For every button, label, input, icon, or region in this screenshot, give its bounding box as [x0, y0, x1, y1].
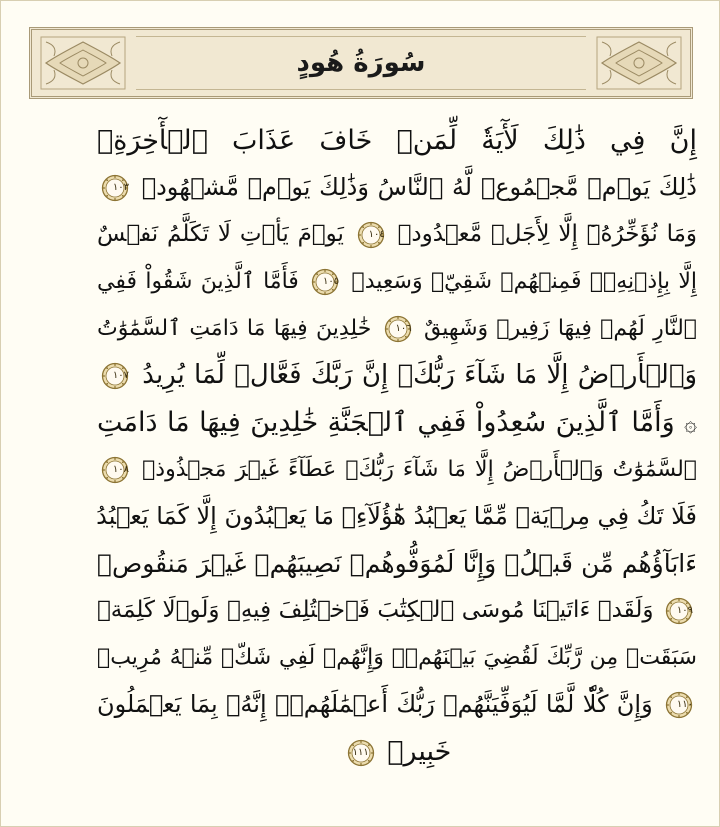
ayah-end-marker: [311, 268, 339, 296]
text-line: [97, 117, 697, 164]
text-line: [97, 446, 697, 493]
text-line: [97, 164, 697, 211]
text-line: [97, 305, 697, 352]
ayah-end-marker: [347, 739, 375, 767]
ayah-end-marker: [101, 174, 129, 202]
ayah-end-marker: [665, 691, 693, 719]
verse-text: ٱلنَّارِ لَهُمۡ فِيهَا زَفِيرٞ وَشَهِيقٌ: [423, 316, 698, 341]
verse-text: خَٰلِدِينَ فِيهَا مَا دَامَتِ ٱلسَّمَٰوَٰتُ: [97, 316, 372, 341]
rub-el-hizb-icon: ۞: [684, 412, 697, 437]
verse-text: وَإِنَّ كُلّٗا لَّمَّا لَيُوَفِّيَنَّهُمۡ رَبُّكَ أَعۡمَٰلَهُمۡۚ إِنَّهُۥ بِمَا يَعۡمَلُونَ: [97, 690, 653, 718]
verse-text: وَٱلۡأَرۡضُ إِلَّا مَا شَآءَ رَبُّكَۚ إِنَّ رَبَّكَ فَعَّالٞ لِّمَا يُرِيدُ: [142, 360, 698, 390]
ayah-number: ١٠٩: [676, 604, 693, 616]
text-line: [97, 634, 697, 681]
ayah-number: ١٠٨: [112, 464, 129, 475]
verse-text: وَمَا نُؤَخِّرُهُۥٓ إِلَّا لِأَجَلٖ مَّعۡدُودٖ: [397, 221, 698, 247]
ayah-end-marker: [384, 315, 412, 343]
ayah-end-marker: [357, 221, 385, 249]
text-line: [97, 258, 697, 305]
verse-text: فَأَمَّا ٱلَّذِينَ شَقُواْ فَفِي: [97, 269, 299, 294]
verse-text: إِنَّ فِي ذَٰلِكَ لَأٓيَةٗ لِّمَنۡ خَافَ عَذَابَ ٱلۡأٓخِرَةِۚ: [97, 125, 697, 156]
ayah-number: ١٠٣: [112, 182, 129, 193]
text-line: [97, 587, 697, 634]
ayah-number: ١٠٤: [368, 228, 385, 240]
ayah-number: ١٠٧: [112, 369, 129, 381]
verse-text: وَلَقَدۡ ءَاتَيۡنَا مُوسَى ٱلۡكِتَٰبَ فَٱخۡتُلِفَ فِيهِۚ وَلَوۡلَا كَلِمَةٞ: [97, 597, 654, 623]
surah-header-banner: [29, 27, 693, 99]
text-line: [97, 728, 697, 775]
verse-text: سَبَقَتۡ مِن رَّبِّكَ لَقُضِيَ بَيۡنَهُمۡۚ وَإِنَّهُمۡ لَفِي شَكّٖ مِّنۡهُ مُرِيبٖ: [97, 645, 697, 670]
floral-ornament-icon: [596, 36, 682, 90]
verse-text: إِلَّا بِإِذۡنِهِۦۚ فَمِنۡهُمۡ شَقِيّٞ وَسَعِيدٞ: [351, 269, 697, 294]
text-line: [97, 493, 697, 540]
verse-text: ءَابَآؤُهُم مِّن قَبۡلُۚ وَإِنَّا لَمُوَفُّوهُمۡ نَصِيبَهُمۡ غَيۡرَ مَنقُوصٖ: [97, 549, 697, 578]
text-line: [97, 681, 697, 728]
ayah-end-marker: [101, 362, 129, 390]
verse-text: ٱلسَّمَٰوَٰتُ وَٱلۡأَرۡضُ إِلَّا مَا شَآءَ رَبُّكَۖ عَطَآءً غَيۡرَ مَجۡذُوذٖ: [142, 457, 698, 482]
verse-text: خَبِيرٞ: [387, 736, 452, 767]
verse-text: يَوۡمَ يَأۡتِ لَا تَكَلَّمُ نَفۡسٌ: [97, 221, 344, 247]
verse-text: ذَٰلِكَ يَوۡمٞ مَّجۡمُوعٞ لَّهُ ٱلنَّاسُ وَذَٰلِكَ يَوۡمٞ مَّشۡهُودٞ: [141, 173, 697, 201]
ayah-number: ١١٠: [676, 699, 693, 710]
ayah-end-marker: [101, 456, 129, 484]
verse-text: وَأَمَّا ٱلَّذِينَ سُعِدُواْ فَفِي ٱلۡجَنَّةِ خَٰلِدِينَ فِيهَا مَا دَامَتِ: [97, 407, 675, 438]
ayah-end-marker: [665, 597, 693, 625]
quran-text-block: [97, 117, 697, 775]
text-line: [97, 399, 697, 446]
text-line: [97, 352, 697, 399]
ayah-number: ١١١: [352, 746, 369, 758]
text-line: [97, 211, 697, 258]
ayah-number: ١٠٦: [395, 323, 412, 334]
text-line: [97, 540, 697, 587]
surah-title: سُورَةُ هُودٍ: [296, 48, 426, 78]
ayah-number: ١٠٥: [323, 276, 340, 287]
verse-text: فَلَا تَكُ فِي مِرۡيَةٖ مِّمَّا يَعۡبُدُ هَٰٓؤُلَآءِۚ مَا يَعۡبُدُونَ إِلَّا كَمَا يَعۡبُدُ: [96, 502, 697, 530]
